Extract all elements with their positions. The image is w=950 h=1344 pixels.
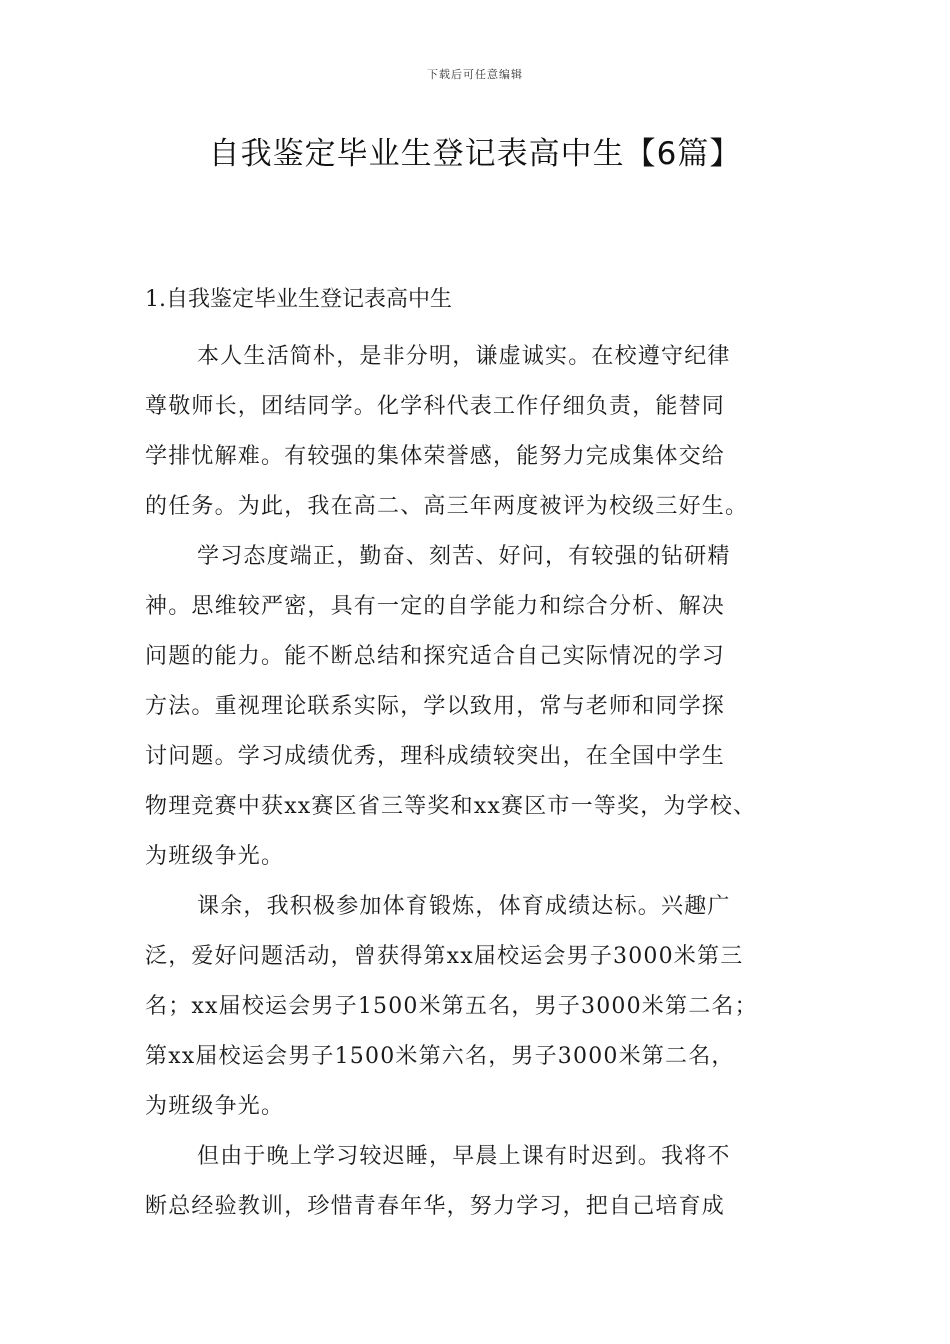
text-line: 泛，爱好问题活动，曾获得第xx届校运会男子3000米第三: [145, 944, 744, 969]
text-line: 神。思维较严密，具有一定的自学能力和综合分析、解决: [145, 594, 726, 619]
text-line: 的任务。为此，我在高二、高三年两度被评为校级三好生。: [145, 494, 749, 519]
text-line: 尊敬师长，团结同学。化学科代表工作仔细负责，能替同: [145, 394, 726, 419]
text-line: 为班级争光。: [145, 1094, 285, 1119]
text-line: 课余，我积极参加体育锻炼，体育成绩达标。兴趣广: [197, 894, 731, 919]
text-line: 但由于晚上学习较迟睡，早晨上课有时迟到。我将不: [197, 1144, 731, 1169]
text-line: 学习态度端正，勤奋、刻苦、好问，有较强的钻研精: [197, 544, 731, 569]
text-line: 名；xx届校运会男子1500米第五名，男子3000米第二名；: [145, 994, 758, 1019]
text-line: 方法。重视理论联系实际，学以致用，常与老师和同学探: [145, 694, 726, 719]
text-line: 断总经验教训，珍惜青春年华，努力学习，把自己培育成: [145, 1194, 726, 1219]
header-note: 下载后可任意编辑: [427, 68, 523, 81]
text-line: 第xx届校运会男子1500米第六名，男子3000米第二名，: [145, 1044, 735, 1069]
document-body: [145, 282, 825, 1232]
paragraph-lines: [145, 332, 825, 1232]
text-line: 学排忧解难。有较强的集体荣誉感，能努力完成集体交给: [145, 444, 726, 469]
text-line: 问题的能力。能不断总结和探究适合自己实际情况的学习: [145, 644, 726, 669]
text-line: 物理竞赛中获xx赛区省三等奖和xx赛区市一等奖，为学校、: [145, 794, 757, 819]
text-line: 为班级争光。: [145, 844, 285, 869]
section-heading: 1.自我鉴定毕业生登记表高中生: [145, 287, 452, 312]
text-line: 讨问题。学习成绩优秀，理科成绩较突出，在全国中学生: [145, 744, 726, 769]
document-title: 自我鉴定毕业生登记表高中生【6篇】: [208, 136, 742, 172]
text-line: 本人生活简朴，是非分明，谦虚诚实。在校遵守纪律: [197, 344, 731, 369]
